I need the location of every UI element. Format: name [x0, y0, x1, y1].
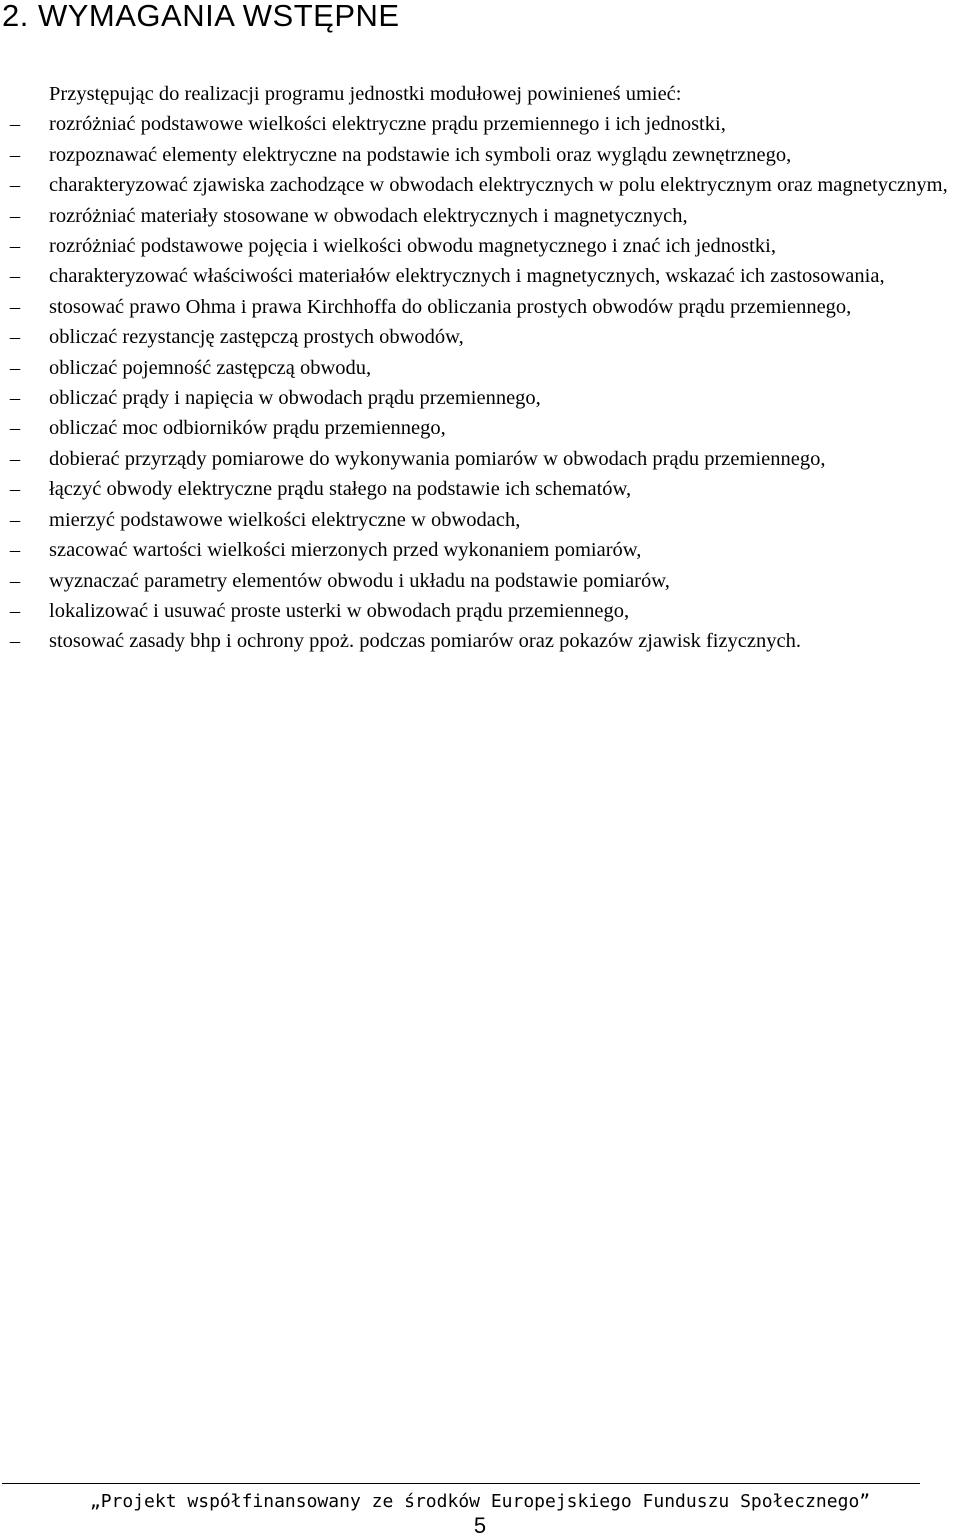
list-item — [0, 413, 956, 443]
dash-bullet: – — [9, 478, 21, 501]
list-item-text: rozpoznawać elementy elektryczne na podstawie ich symboli oraz wyglądu zewnętrznego, — [49, 143, 792, 166]
section-heading: 2. WYMAGANIA WSTĘPNE — [2, 0, 400, 33]
list-item-text: lokalizować i usuwać proste usterki w obwodach prądu przemiennego, — [49, 599, 630, 622]
dash-bullet: – — [9, 508, 21, 531]
dash-bullet: – — [9, 387, 21, 410]
dash-bullet: – — [9, 174, 21, 197]
list-item-text: stosować prawo Ohma i prawa Kirchhoffa do obliczania prostych obwodów prądu przemiennego, — [49, 295, 852, 318]
list-item-text: dobierać przyrządy pomiarowe do wykonywania pomiarów w obwodach prądu przemiennego, — [49, 447, 826, 470]
list-item — [0, 444, 956, 474]
page-number: 5 — [473, 1513, 487, 1538]
list-item-text: stosować zasady bhp i ochrony ppoż. podczas pomiarów oraz pokazów zjawisk fizycznych. — [49, 630, 801, 653]
dash-bullet: – — [9, 204, 21, 227]
list-item-text: mierzyć podstawowe wielkości elektryczne w obwodach, — [49, 508, 521, 531]
requirements-list — [0, 109, 956, 656]
list-item-text: rozróżniać podstawowe pojęcia i wielkości obwodu magnetycznego i znać ich jednostki, — [49, 235, 776, 258]
dash-bullet: – — [9, 569, 21, 592]
dash-bullet: – — [9, 295, 21, 318]
dash-bullet: – — [9, 113, 21, 136]
dash-bullet: – — [9, 143, 21, 166]
dash-bullet: – — [9, 356, 21, 379]
list-item-text: obliczać rezystancję zastępczą prostych obwodów, — [49, 326, 464, 349]
list-item-text: szacować wartości wielkości mierzonych przed wykonaniem pomiarów, — [49, 539, 642, 562]
list-item — [0, 566, 956, 596]
list-item-text: obliczać moc odbiorników prądu przemiennego, — [49, 417, 446, 440]
dash-bullet: – — [9, 630, 21, 653]
list-item — [0, 261, 956, 291]
dash-bullet: – — [9, 417, 21, 440]
footer-funding-note: „Projekt współfinansowany ze środków Europejskiego Funduszu Społecznego” — [89, 1491, 871, 1512]
list-item-text: rozróżniać materiały stosowane w obwodach elektrycznych i magnetycznych, — [49, 204, 688, 227]
list-item — [0, 231, 956, 261]
list-item — [0, 383, 956, 413]
list-item — [0, 505, 956, 535]
list-item-text: obliczać prądy i napięcia w obwodach prądu przemiennego, — [49, 387, 541, 410]
dash-bullet: – — [9, 265, 21, 288]
list-item-text: wyznaczać parametry elementów obwodu i układu na podstawie pomiarów, — [49, 569, 670, 592]
intro-paragraph: Przystępując do realizacji programu jednostki modułowej powinieneś umieć: — [49, 83, 682, 105]
list-item-text: charakteryzować zjawiska zachodzące w obwodach elektrycznych w polu elektrycznym oraz magnetycznym, — [49, 174, 948, 197]
list-item-text: łączyć obwody elektryczne prądu stałego na podstawie ich schematów, — [49, 478, 632, 501]
list-item — [0, 170, 956, 200]
list-item-text: obliczać pojemność zastępczą obwodu, — [49, 356, 372, 379]
list-item — [0, 353, 956, 383]
dash-bullet: – — [9, 326, 21, 349]
footer-divider — [2, 1483, 920, 1484]
list-item — [0, 201, 956, 231]
requirements-section — [0, 79, 956, 657]
list-item — [0, 474, 956, 504]
list-item — [0, 140, 956, 170]
list-item — [0, 109, 956, 139]
dash-bullet: – — [9, 599, 21, 622]
dash-bullet: – — [9, 235, 21, 258]
list-item-text: rozróżniać podstawowe wielkości elektryczne prądu przemiennego i ich jednostki, — [49, 113, 726, 136]
list-item — [0, 626, 956, 656]
list-item — [0, 292, 956, 322]
dash-bullet: – — [9, 539, 21, 562]
list-item — [0, 535, 956, 565]
dash-bullet: – — [9, 447, 21, 470]
list-item — [0, 596, 956, 626]
list-item-text: charakteryzować właściwości materiałów elektrycznych i magnetycznych, wskazać ich zastosowania, — [49, 265, 885, 288]
list-item — [0, 322, 956, 352]
